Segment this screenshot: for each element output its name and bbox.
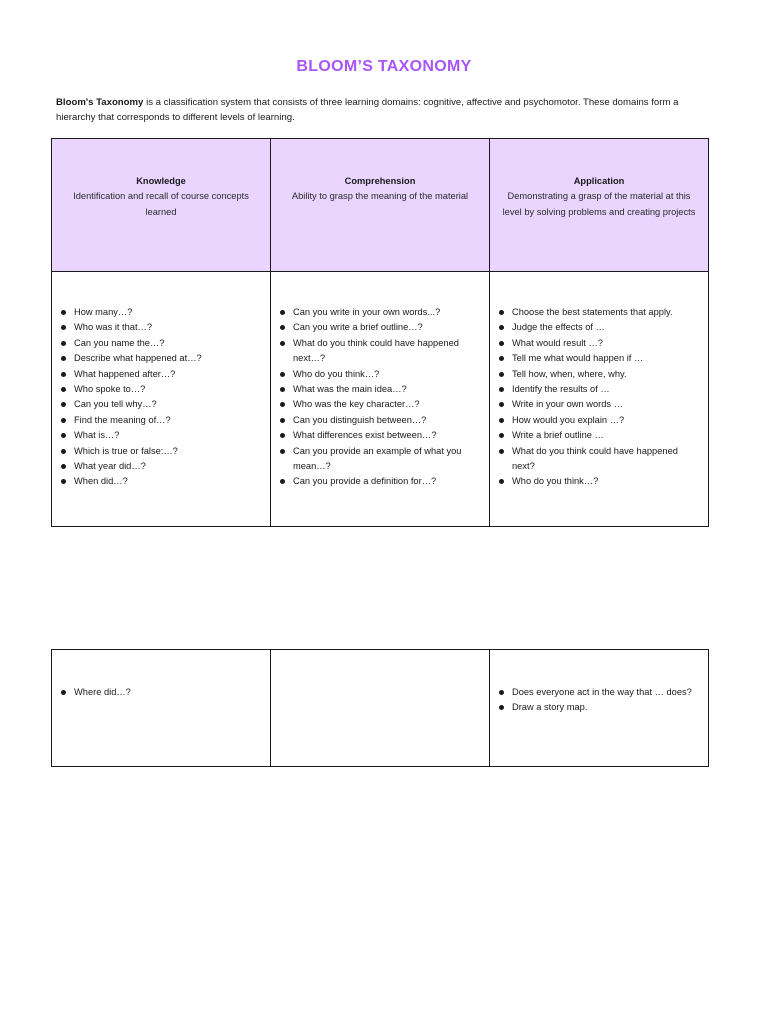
header-row bbox=[52, 139, 709, 272]
questions-cell-comprehension bbox=[271, 272, 490, 527]
question-item: Who was the key character…? bbox=[293, 397, 483, 412]
question-item: Choose the best statements that apply. bbox=[512, 305, 702, 320]
question-item: What is…? bbox=[74, 428, 264, 443]
question-item: Who spoke to…? bbox=[74, 382, 264, 397]
question-item: How would you explain …? bbox=[512, 413, 702, 428]
question-item: What do you think could have happened next…? bbox=[293, 336, 483, 367]
questions-cell-knowledge bbox=[52, 272, 271, 527]
question-item: Which is true or false:…? bbox=[74, 444, 264, 459]
continued-cell-knowledge bbox=[52, 650, 271, 767]
question-item: Where did…? bbox=[74, 685, 264, 700]
question-item: What would result …? bbox=[512, 336, 702, 351]
header-description: Identification and recall of course concepts learned bbox=[73, 191, 249, 217]
question-item: Does everyone act in the way that … does? bbox=[512, 685, 702, 700]
intro-term: Bloom's Taxonomy bbox=[56, 97, 144, 108]
question-item: Identify the results of … bbox=[512, 382, 702, 397]
question-item: Tell me what would happen if … bbox=[512, 351, 702, 366]
question-item: Can you provide a definition for…? bbox=[293, 474, 483, 489]
header-name: Knowledge bbox=[136, 176, 186, 186]
question-item: Draw a story map. bbox=[512, 700, 702, 715]
question-item: Write in your own words … bbox=[512, 397, 702, 412]
header-cell-knowledge bbox=[52, 139, 271, 272]
question-item: When did…? bbox=[74, 474, 264, 489]
question-list bbox=[52, 650, 270, 700]
question-list bbox=[490, 272, 708, 490]
question-item: Can you tell why…? bbox=[74, 397, 264, 412]
question-list bbox=[271, 650, 489, 685]
question-list bbox=[52, 272, 270, 490]
question-item: Find the meaning of…? bbox=[74, 413, 264, 428]
header-name: Comprehension bbox=[344, 176, 416, 186]
question-item: Describe what happened at…? bbox=[74, 351, 264, 366]
taxonomy-table-continued bbox=[51, 649, 709, 767]
header-cell-application bbox=[490, 139, 709, 272]
question-item: Can you write a brief outline…? bbox=[293, 320, 483, 335]
questions-row bbox=[52, 272, 709, 527]
header-name: Application bbox=[573, 176, 625, 186]
intro-text: is a classification system that consists of three learning domains: cognitive, affective and psychomotor. These domains form a hierarchy that corresponds to different levels of learning. bbox=[56, 97, 679, 123]
header-description: Ability to grasp the meaning of the material bbox=[291, 191, 469, 202]
taxonomy-table bbox=[51, 138, 709, 527]
question-item: Can you provide an example of what you mean…? bbox=[293, 444, 483, 475]
continued-row bbox=[52, 650, 709, 767]
question-item: What year did…? bbox=[74, 459, 264, 474]
question-item: Can you distinguish between…? bbox=[293, 413, 483, 428]
question-item: Write a brief outline … bbox=[512, 428, 702, 443]
question-item: Can you write in your own words...? bbox=[293, 305, 483, 320]
header-description: Demonstrating a grasp of the material at this level by solving problems and creating projects bbox=[502, 191, 696, 217]
intro-paragraph bbox=[56, 95, 712, 125]
page-title: BLOOM’S TAXONOMY bbox=[296, 58, 472, 75]
header-cell-comprehension bbox=[271, 139, 490, 272]
continued-cell-application bbox=[490, 650, 709, 767]
question-item: Who do you think…? bbox=[512, 474, 702, 489]
question-item: What was the main idea…? bbox=[293, 382, 483, 397]
question-item: Who do you think…? bbox=[293, 367, 483, 382]
question-item: Can you name the…? bbox=[74, 336, 264, 351]
question-list bbox=[271, 272, 489, 490]
question-item: What happened after…? bbox=[74, 367, 264, 382]
question-item: How many…? bbox=[74, 305, 264, 320]
continued-cell-comprehension bbox=[271, 650, 490, 767]
question-item: Who was it that…? bbox=[74, 320, 264, 335]
question-list bbox=[490, 650, 708, 716]
question-item: What differences exist between…? bbox=[293, 428, 483, 443]
question-item: What do you think could have happened next? bbox=[512, 444, 702, 475]
question-item: Judge the effects of … bbox=[512, 320, 702, 335]
question-item: Tell how, when, where, why. bbox=[512, 367, 702, 382]
questions-cell-application bbox=[490, 272, 709, 527]
